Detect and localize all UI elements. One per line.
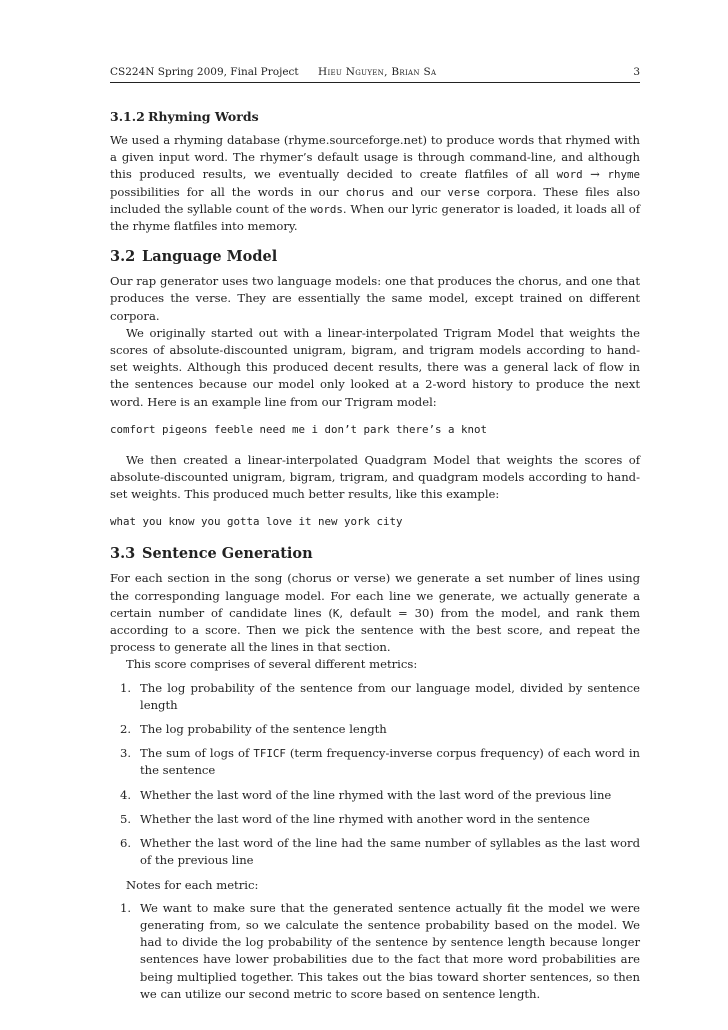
code-verse: verse: [447, 185, 480, 199]
text-span: and our: [384, 184, 448, 199]
paragraph-notes-intro: Notes for each metric:: [126, 877, 259, 892]
subsection-title: Rhyming Words: [148, 109, 259, 124]
list-marker: 2.: [120, 722, 132, 737]
arrow-symbol: →: [582, 167, 608, 182]
list-item-text: We want to make sure that the generated sentence actually fit the model we were generating from, so we calculate the sentence probability based on the model. We had to divide the log probability of the sentence by sentence length because longer sentences have lower probabilities due to the fact that more word probabilities are being multiplied together. This takes out the bias toward shorter sentences, so then we can utilize our second metric to score based on sentence length.: [140, 900, 640, 1001]
header-authors: Hieu Nguyen, Brian Sa: [318, 66, 437, 78]
code-word: word: [556, 168, 583, 182]
text-span: We used a rhyming database (rhyme.sourceforge.net) to produce words that rhymed with a given input word. The rhymer’s default usage is through command-line, and although this produced results, we eventually decided to create flatfiles of all: [110, 133, 640, 182]
section-title: Language Model: [142, 248, 278, 266]
paragraph-language-model-2: We originally started out with a linear-interpolated Trigram Model that weights the scores of absolute-discounted unigram, bigram, and trigram models according to hand-set weights. Although this produced decent results, there was a general lack of flow in the sentences because our model only looked at a 2-word history to produce the next word. Here is an example line from our Trigram model:: [110, 325, 640, 409]
paragraph-sentence-generation-1: [110, 570, 640, 656]
paragraph-language-model-1: Our rap generator uses two language models: one that produces the chorus, and one that produces the verse. They are essentially the same model, except trained on different corpora.: [110, 274, 640, 323]
list-item: [110, 680, 640, 714]
list-marker: 1.: [120, 680, 132, 695]
section-number: 3.2: [110, 248, 136, 266]
list-item-text: The log probability of the sentence length: [140, 722, 387, 737]
metrics-list: [110, 680, 640, 870]
list-marker: 1.: [120, 900, 132, 915]
quadgram-example: what you know you gotta love it new york city: [110, 515, 403, 529]
text-span: , default = 30) from the model, and rank them according to a score. Then we pick the sentence with the best score, and repeat the process to generate all the lines in that section.: [110, 605, 640, 655]
subsection-heading-rhyming-words: [110, 108, 640, 126]
list-item-text: The sum of logs of: [140, 746, 254, 761]
list-item-text: Whether the last word of the line rhymed with another word in the sentence: [140, 811, 590, 826]
list-item: [110, 835, 640, 869]
list-item: [110, 745, 640, 779]
code-words: words: [310, 202, 343, 216]
text-span: . When our lyric generator is loaded, it loads all of the rhyme flatfiles into memory.: [110, 201, 640, 234]
section-title: Sentence Generation: [142, 545, 313, 563]
text-span: For each section in the song (chorus or verse) we generate a set number of lines using the corresponding language model. For each line we generate, we actually generate a certain number of candidate lines (: [110, 571, 640, 620]
code-rhyme: rhyme: [607, 168, 640, 182]
list-marker: 4.: [120, 787, 132, 802]
code-tficf: TFICF: [253, 747, 286, 761]
list-item-text: The log probability of the sentence from our language model, divided by sentence length: [140, 680, 640, 712]
list-item-text: Whether the last word of the line had the same number of syllables as the last word of the previous line: [140, 836, 640, 868]
paragraph-language-model-3: We then created a linear-interpolated Quadgram Model that weights the scores of absolute-discounted unigram, bigram, trigram, and quadgram models according to hand-set weights. This produced much better results, like this example:: [110, 452, 640, 502]
header-course: CS224N Spring 2009, Final Project: [110, 66, 299, 78]
text-span: corpora. These files also included the syllable count of the: [110, 184, 640, 216]
page-number: 3: [633, 66, 640, 78]
list-marker: 3.: [120, 746, 132, 761]
list-marker: 6.: [120, 836, 132, 851]
trigram-example: comfort pigeons feeble need me i don’t park there’s a knot: [110, 422, 488, 436]
list-item-text: (term frequency-inverse corpus frequency) of each word in the sentence: [140, 746, 641, 778]
list-item: [110, 787, 640, 804]
running-header: [110, 64, 640, 83]
list-item: [110, 811, 640, 828]
text-span: possibilities for all the words in our: [110, 184, 346, 199]
list-item: [110, 900, 640, 1003]
subsection-number: 3.1.2: [110, 109, 145, 124]
paragraph-rhyming: [110, 132, 640, 235]
list-item-text: Whether the last word of the line rhymed with the last word of the previous line: [140, 787, 612, 802]
body-content: [110, 108, 640, 1010]
paragraph-sentence-generation-2: This score comprises of several different metrics:: [126, 657, 418, 672]
notes-list: [110, 900, 640, 1003]
code-k: K: [332, 606, 340, 620]
section-number: 3.3: [110, 545, 136, 563]
section-heading-language-model: [110, 247, 640, 267]
section-heading-sentence-generation: [110, 544, 640, 564]
list-item: [110, 721, 640, 738]
code-chorus: chorus: [345, 185, 385, 199]
list-marker: 5.: [120, 811, 132, 826]
